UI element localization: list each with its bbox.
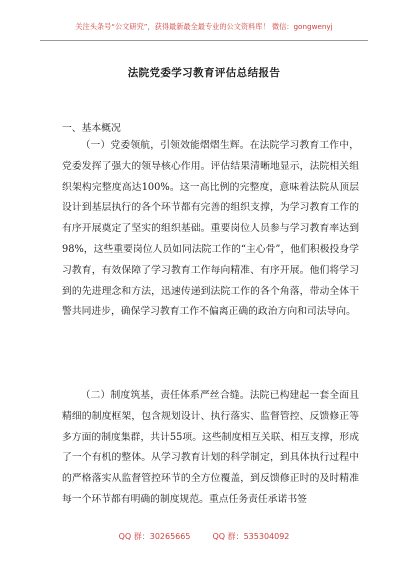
footer-contacts [0, 531, 408, 542]
body-paragraph: （二）制度筑基，责任体系严丝合缝。法院已构建起一套全面且精细的制度框架，包含规划设计、执行落实、监督管控、反馈修正等多方面的制度集群，共计55项。这些制度相互关联、相互支撑，形成了一个有机的整体。从学习教育计划的科学制定，到具体执行过程中的严格落实从监督管控环节的全方位覆盖，到反馈修正时的及时精准每一个环节都有明确的制度规范。重点任务责任承诺书签 [62, 390, 359, 505]
header-divider [40, 40, 368, 41]
section-heading: 一、基本概况 [62, 123, 121, 134]
footer-qq-group-1: QQ 群：30265665 [118, 532, 191, 541]
footer-qq-group-2: QQ 群：535304092 [212, 532, 290, 541]
document-title: 法院党委学习教育评估总结报告 [127, 67, 281, 79]
body-paragraph: （一）党委领航，引领效能熠熠生辉。在法院学习教育工作中，党委发挥了强大的领导核心作用。评估结果清晰地显示，法院相关组织架构完整度高达100%。这一高比例的完整度，意味着法院从顶层设计到基层执行的各个环节都有完善的组织支撑，为学习教育工作的有序开展奠定了坚实的组织基础。重要岗位人员参与学习教育率达到98%，这些重要岗位人员如同法院工作的“主心骨”，他们积极投身学习教育，有效保障了学习教育工作每向精准、有序开展。他们将学习到的先进理念和方法，迅速传递到法院工作的各个角落，带动全体干警共同进步，确保学习教育工作不偏离正确的政治方向和司法导向。 [62, 140, 359, 318]
header-banner: 关注头条号“公文研究”，获得最新最全最专业的公文资料库！ 微信：gongwenyj [75, 22, 333, 31]
